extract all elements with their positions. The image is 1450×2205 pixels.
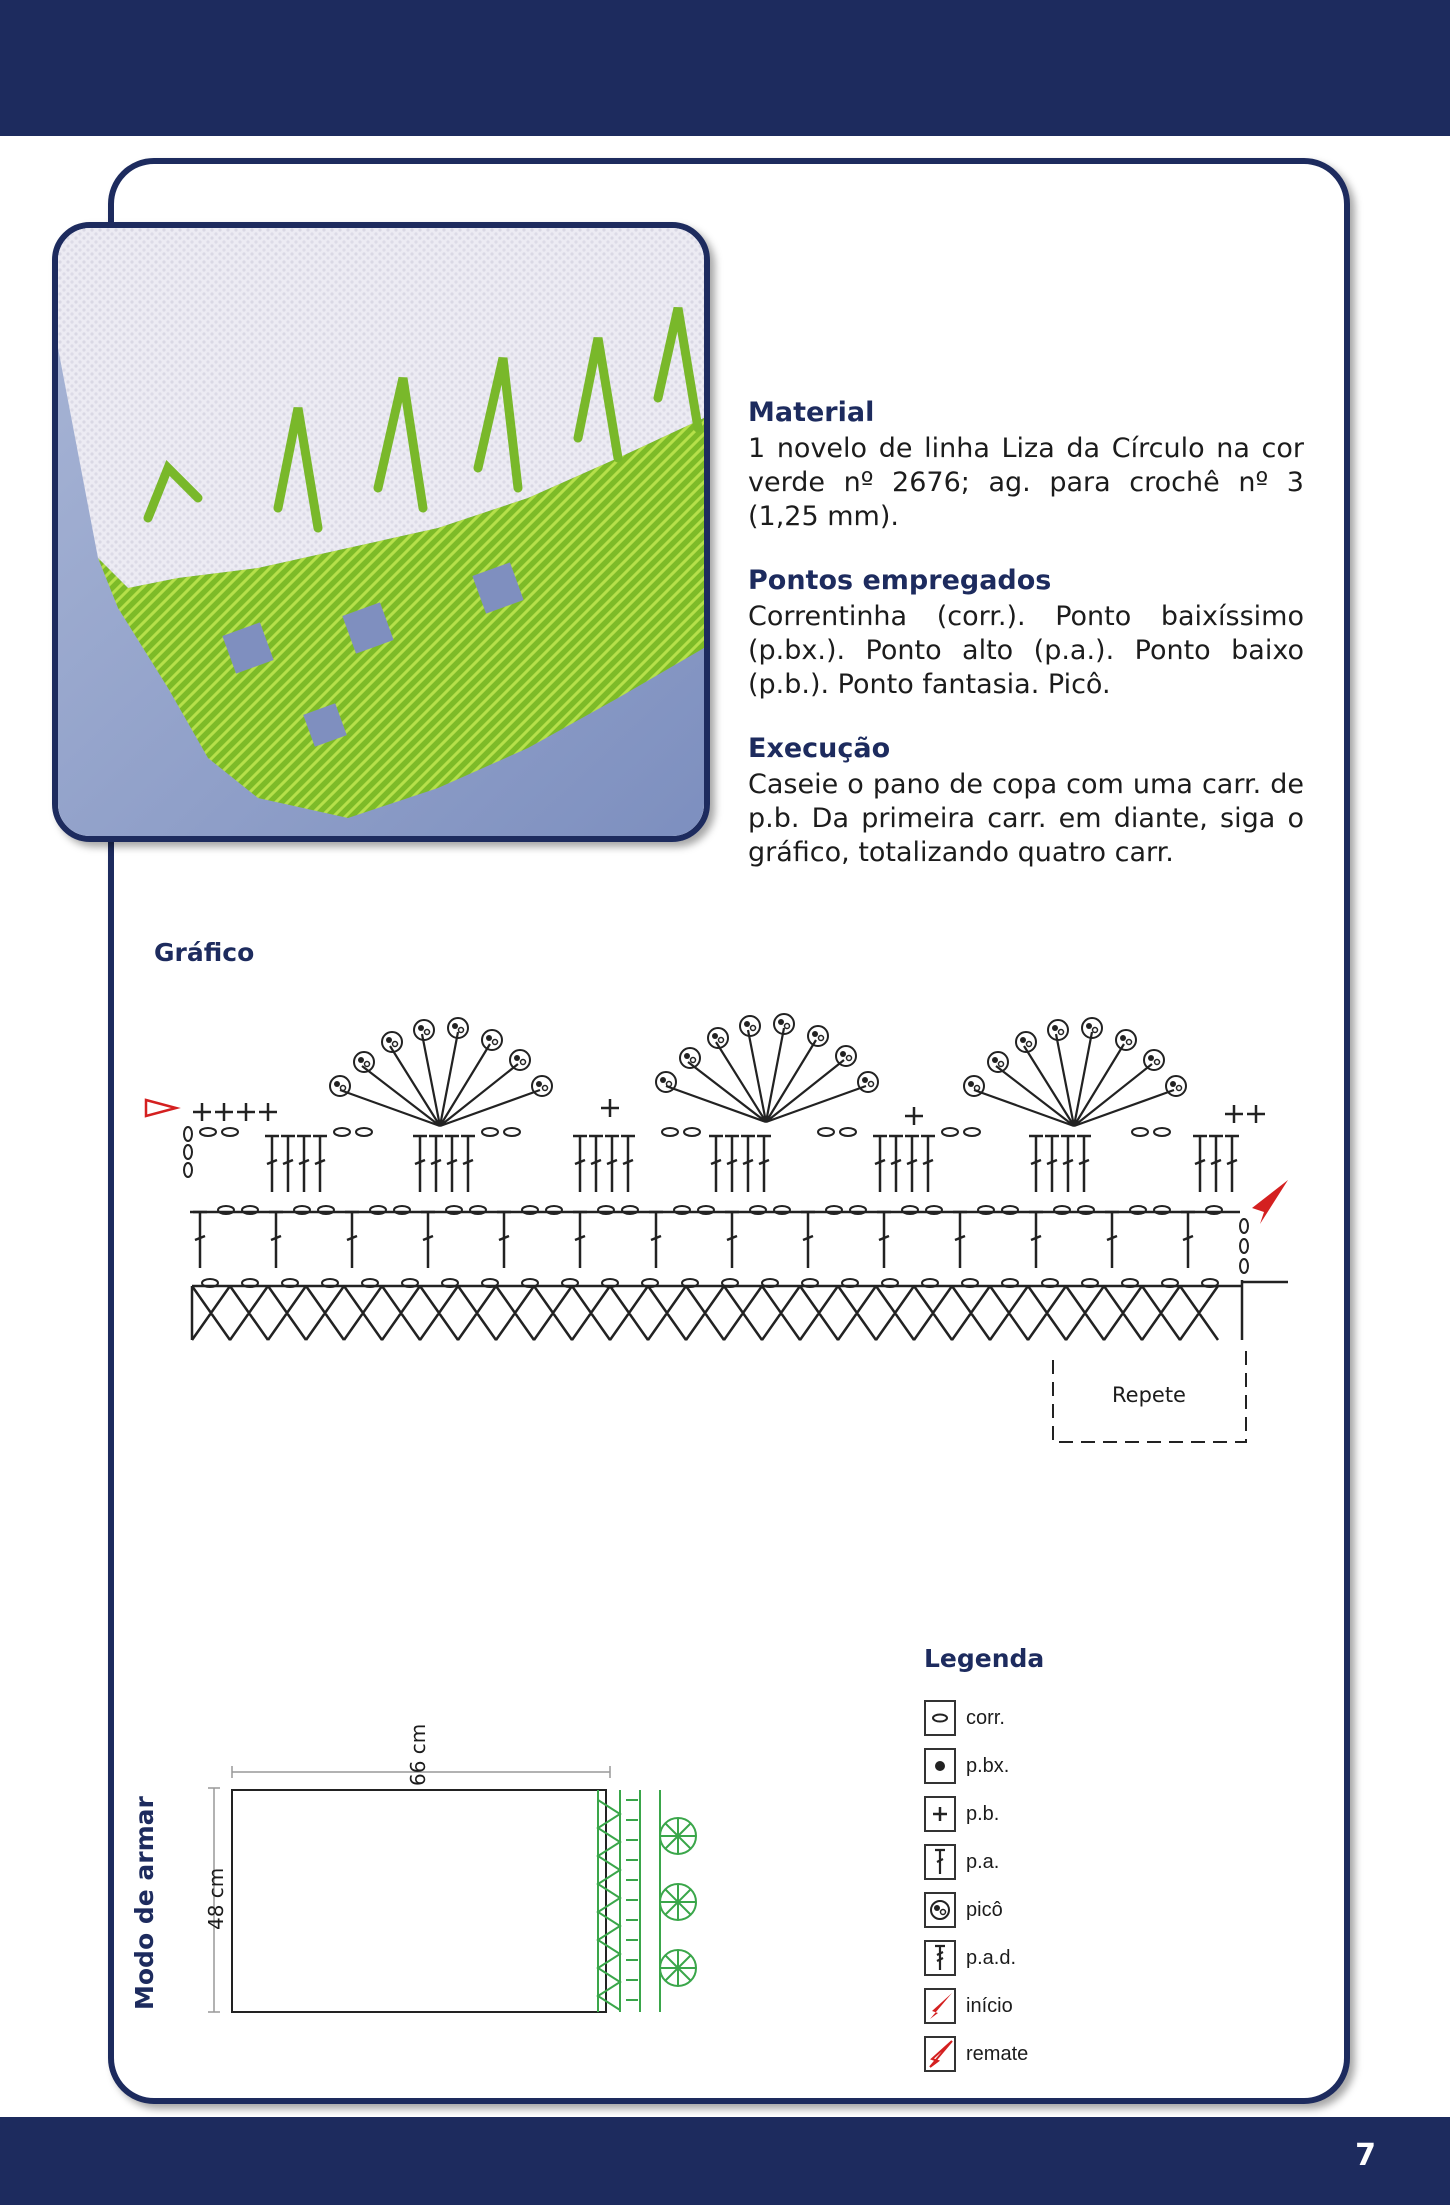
legend-item — [924, 1886, 1028, 1934]
legend-item — [924, 1982, 1028, 2030]
section-title: Execução — [748, 733, 891, 764]
legend-title: Legenda — [924, 1644, 1045, 1673]
treble-crochet-icon — [924, 1940, 956, 1976]
chain-icon — [924, 1700, 956, 1736]
single-crochet-icon — [924, 1796, 956, 1832]
legend-item — [924, 1742, 1028, 1790]
bottom-band — [0, 2117, 1450, 2205]
double-crochet-icon — [924, 1844, 956, 1880]
section-body: Correntinha (corr.). Ponto baixíssimo (p.bx.). Ponto alto (p.a.). Ponto baixo (p.b.). Ponto fantasia. Picô. — [748, 601, 1304, 700]
section-body: 1 novelo de linha Liza da Círculo na cor verde nº 2676; ag. para crochê nº 3 (1,25 mm). — [748, 433, 1304, 532]
legend-label: p.bx. — [966, 1754, 1010, 1777]
legend-label: picô — [966, 1898, 1003, 1921]
product-photo — [52, 222, 710, 842]
legend-item — [924, 1694, 1028, 1742]
legend-label: p.a. — [966, 1850, 1000, 1873]
execution-section — [748, 732, 1304, 870]
assembly-title: Modo de armar — [130, 1796, 159, 2010]
legend — [924, 1694, 1028, 2078]
legend-label: início — [966, 1994, 1013, 2017]
picot-icon — [924, 1892, 956, 1928]
legend-item — [924, 1838, 1028, 1886]
material-section — [748, 396, 1304, 534]
assembly-diagram — [190, 1710, 710, 2044]
legend-label: remate — [966, 2042, 1029, 2065]
width-dimension: 66 cm — [406, 1723, 430, 1786]
start-arrow-icon — [924, 1988, 956, 2024]
repeat-label: Repete — [1112, 1383, 1186, 1407]
chart-title: Gráfico — [154, 938, 255, 967]
section-title: Pontos empregados — [748, 565, 1052, 596]
slip-stitch-icon — [924, 1748, 956, 1784]
legend-item — [924, 1934, 1028, 1982]
legend-label: p.b. — [966, 1802, 1000, 1825]
height-dimension: 48 cm — [204, 1867, 228, 1930]
legend-label: p.a.d. — [966, 1946, 1017, 1969]
finish-arrow-icon — [924, 2036, 956, 2072]
top-band — [0, 0, 1450, 136]
page-number: 7 — [1355, 2138, 1376, 2173]
stitches-section — [748, 564, 1304, 702]
section-title: Material — [748, 397, 875, 428]
instructions-column — [748, 396, 1304, 900]
section-body: Caseie o pano de copa com uma carr. de p.b. Da primeira carr. em diante, siga o gráfico, totalizando quatro carr. — [748, 769, 1304, 868]
legend-label: corr. — [966, 1706, 1005, 1729]
legend-item — [924, 2030, 1028, 2078]
legend-item — [924, 1790, 1028, 1838]
